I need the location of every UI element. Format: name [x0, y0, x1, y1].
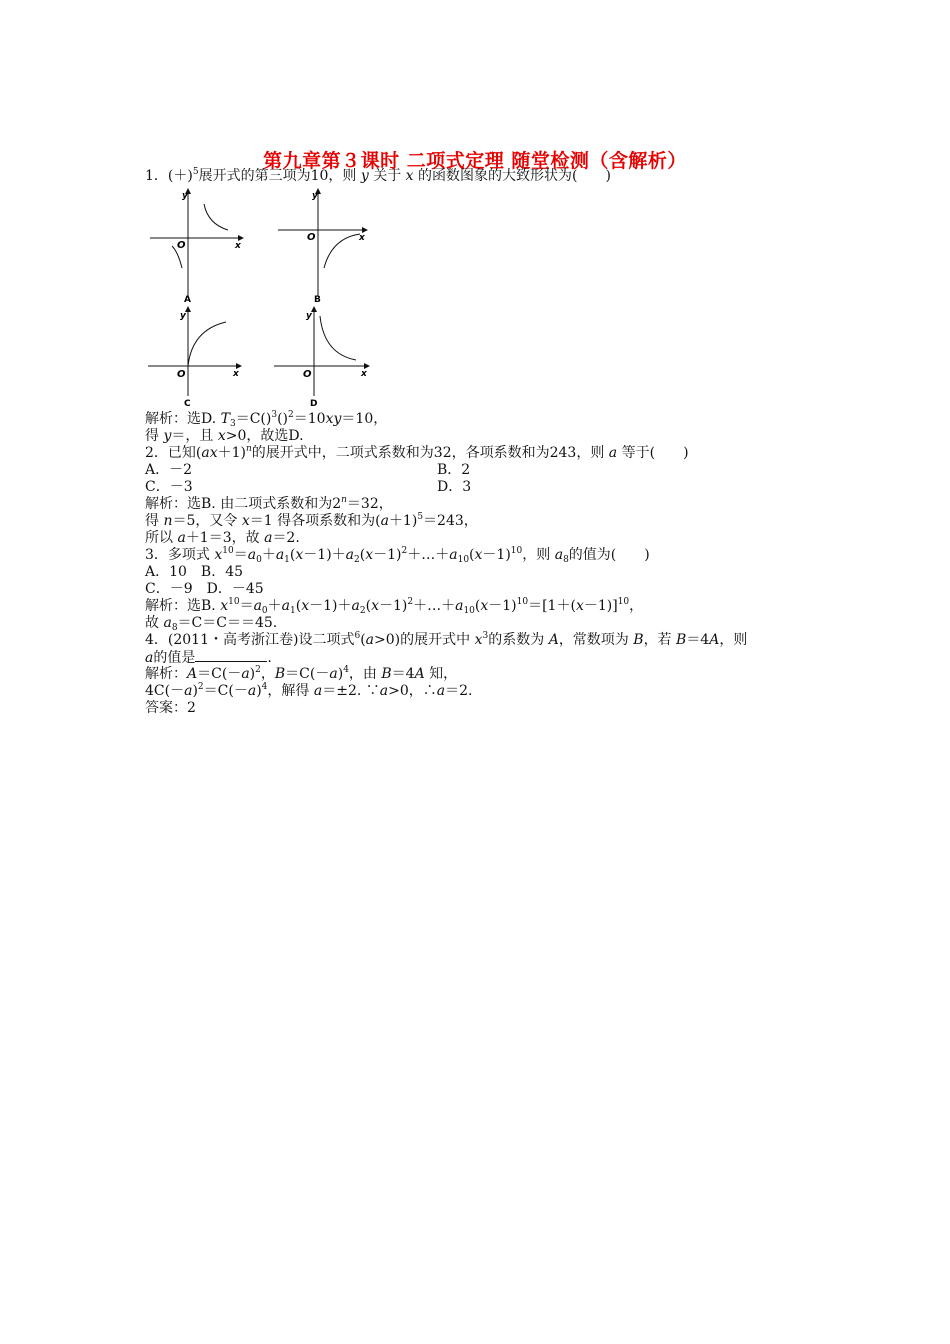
q2-option-d: D．3	[437, 479, 472, 495]
y-axis-label: y	[312, 191, 318, 201]
q2-solution-line-2: 得 n＝5，又令 x＝1 得各项系数和为$(a+1)^5=243$，	[145, 512, 478, 529]
question-2: 2．已知$(ax+1)^n$的展开式中，二项式系数和为32，各项系数和为243，则 a 等于( )	[145, 444, 689, 461]
q1-solution-line-2: 得 y＝，且 x>0，故选D.	[145, 428, 304, 444]
q2-option-c: C．－3	[145, 479, 193, 495]
graph-option-a	[148, 188, 248, 308]
q2-solution-line-1: 解析：选B. 由二项式系数和为$2^n=32$，	[145, 495, 393, 512]
graph-option-b	[276, 188, 376, 308]
option-label-d: D	[310, 399, 318, 409]
answer-blank	[195, 649, 267, 662]
option-label-a: A	[184, 295, 191, 305]
graph-option-c	[146, 306, 246, 410]
y-axis-label: y	[182, 191, 188, 201]
q3-options-line-2: C．－9 D．－45	[145, 581, 264, 597]
question-1: 1．$(+)^5$展开式的第三项为10，则 y 关于 x 的函数图象的大致形状为( )	[145, 167, 611, 184]
q4-answer: 答案：2	[145, 700, 196, 716]
page-title: 第九章第３课时 二项式定理 随堂检测（含解析）	[263, 150, 687, 172]
origin-label: O	[307, 232, 316, 243]
question-4-line-2: a的值是 .	[145, 650, 272, 666]
q3-solution-line-1: 解析：选B. $x^{10}=a_0+a_1(x-1)+a_2(x-1)^2+\dots+a_{10}(x-1)^{10}=[1+(x-1)]^{10}$，	[145, 597, 644, 616]
y-axis-label: y	[180, 311, 186, 321]
q4-solution-line-1: 解析：$A=C(-a)^2$，$B=C(-a)^4$，由 B＝4A 知，	[145, 665, 458, 682]
origin-label: O	[177, 240, 186, 251]
q4-solution-line-2: $4C(-a)^2=C(-a)^4$，解得 a＝±2. ∵a>0，∴a＝2.	[145, 682, 473, 699]
option-label-b: B	[314, 295, 321, 305]
y-axis-label: y	[306, 311, 312, 321]
option-label-c: C	[184, 399, 191, 409]
q1-solution-line-1: 解析：选D. $T_3=C()^3()^2=10xy=10$，	[145, 410, 388, 429]
x-axis-label: x	[233, 369, 239, 379]
origin-label: O	[177, 369, 186, 380]
graph-option-d	[272, 306, 372, 410]
question-3: 3．多项式 $x^{10}=a_0+a_1(x-1)+a_2(x-1)^2+\dots+a_{10}(x-1)^{10}$，则 $a_8$的值为( )	[145, 546, 650, 565]
question-4: 4．(2011・高考浙江卷)设二项式$^6$(a>0)的展开式中 $x^3$的系数为 A，常数项为 B，若 B＝4A，则	[145, 631, 748, 648]
q3-solution-line-2: 故 $a_8=C=C==45$.	[145, 615, 278, 633]
q2-option-b: B．2	[437, 462, 471, 478]
origin-label: O	[303, 369, 312, 380]
q3-options-line-1: A．10 B．45	[145, 564, 244, 580]
x-axis-label: x	[235, 241, 241, 251]
q2-option-a: A．－2	[145, 462, 193, 478]
x-axis-label: x	[361, 369, 367, 379]
x-axis-label: x	[359, 233, 365, 243]
q2-solution-line-3: 所以 a＋1＝3，故 a＝2.	[145, 530, 300, 546]
